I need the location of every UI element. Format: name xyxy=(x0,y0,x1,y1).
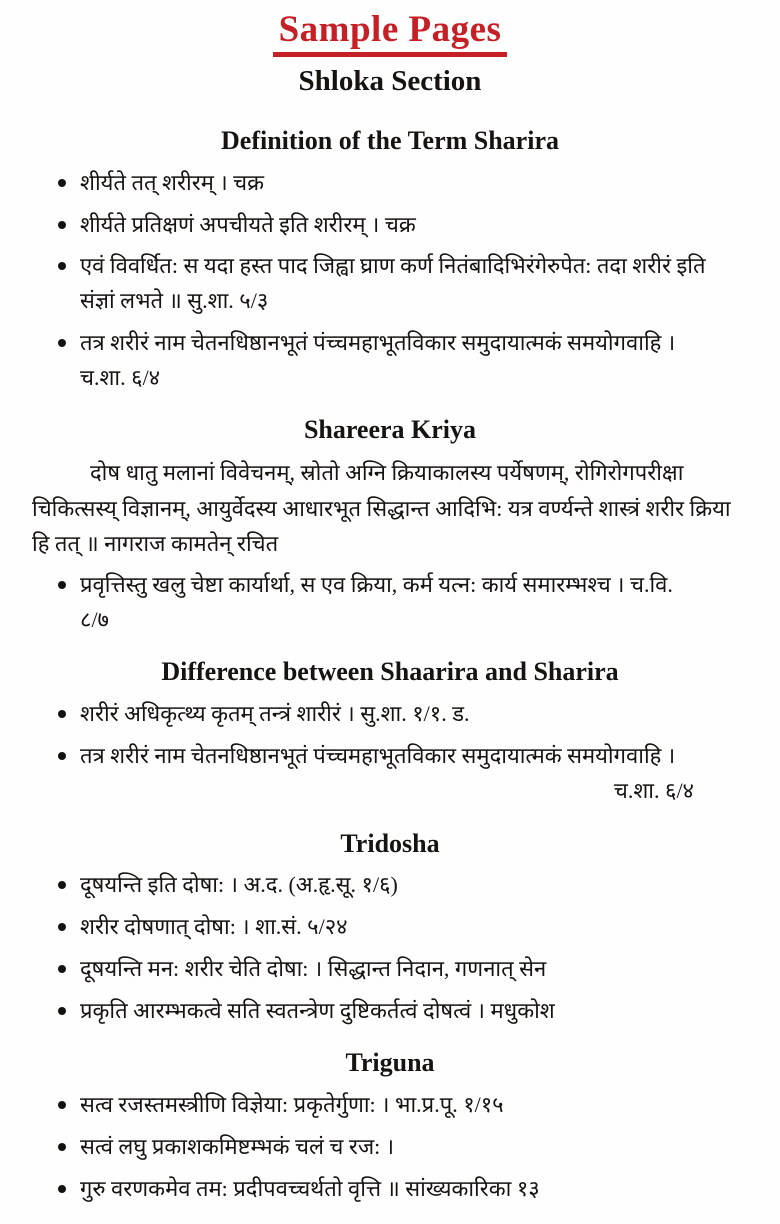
shloka-text: गुरु वरणकमेव तम: प्रदीपवच्चर्थतो वृत्ति ॥ सांख्यकारिका १३ xyxy=(80,1175,540,1201)
shloka-text: शरीरं अधिकृत्थ्य कृतम् तन्त्रं शारीरं । सु.शा. १/१. ड. xyxy=(80,701,470,727)
list-item xyxy=(28,568,752,638)
list-item xyxy=(28,994,752,1029)
section-shareera-kriya xyxy=(28,415,752,637)
bullet-icon xyxy=(58,179,66,187)
section-heading: Definition of the Term Sharira xyxy=(221,126,559,156)
list-item xyxy=(28,868,752,903)
shloka-text: दूषयन्ति मन: शरीर चेति दोषा: । सिद्धान्त निदान, गणनात् सेन xyxy=(80,955,547,981)
bullet-icon xyxy=(58,752,66,760)
list-item xyxy=(28,1172,752,1207)
section-heading: Shareera Kriya xyxy=(303,415,477,445)
section-heading: Difference between Shaarira and Sharira xyxy=(161,657,619,687)
list-item xyxy=(28,952,752,987)
bullet-icon xyxy=(58,1143,66,1151)
page-title: Sample Pages xyxy=(273,10,508,57)
list-item xyxy=(28,249,752,319)
section-difference-shaarira-sharira xyxy=(28,657,752,808)
bullet-icon xyxy=(58,1185,66,1193)
bullet-icon xyxy=(58,581,66,589)
bullet-icon xyxy=(58,1007,66,1015)
shloka-text: शीर्यते तत् शरीरम् । चक्र xyxy=(80,169,265,195)
shloka-text: शरीर दोषणात् दोषा: । शा.सं. ५/२४ xyxy=(80,914,348,940)
list-item xyxy=(28,166,752,201)
list-item xyxy=(28,739,752,809)
bullet-list xyxy=(28,868,752,1028)
bullet-icon xyxy=(58,965,66,973)
source-reference: च.शा. ६/४ xyxy=(80,364,161,390)
bullet-icon xyxy=(58,881,66,889)
list-item xyxy=(28,326,752,396)
section-definition-of-sharira xyxy=(28,126,752,395)
bullet-icon xyxy=(58,221,66,229)
bullet-list xyxy=(28,166,752,396)
bullet-icon xyxy=(58,1101,66,1109)
bullet-icon xyxy=(58,923,66,931)
list-item xyxy=(28,208,752,243)
list-item xyxy=(28,697,752,732)
bullet-icon xyxy=(58,710,66,718)
shloka-text: प्रकृति आरम्भकत्वे सति स्वतन्त्रेण दुष्टिकर्तत्वं दोषत्वं । मधुकोश xyxy=(80,997,555,1023)
bullet-icon xyxy=(58,262,66,270)
bullet-list xyxy=(28,697,752,808)
source-reference: ८/७ xyxy=(80,606,109,632)
bullet-list xyxy=(28,1088,752,1206)
section-triguna xyxy=(28,1048,752,1206)
shloka-text: सत्व रजस्तमस्त्रीणि विज्ञेया: प्रकृतेर्गुणा: । भा.प्र.पू. १/१५ xyxy=(80,1092,504,1118)
bullet-list xyxy=(28,568,752,638)
list-item xyxy=(28,1130,752,1165)
shloka-text: तत्र शरीरं नाम चेतनधिष्ठानभूतं पंच्चमहाभूतविकार समुदायात्मकं समयोगवाहि । xyxy=(80,329,676,355)
list-item xyxy=(28,1088,752,1123)
title-row xyxy=(28,10,752,57)
bullet-icon xyxy=(58,339,66,347)
source-reference: च.शा. ६/४ xyxy=(613,777,694,803)
section-heading: Triguna xyxy=(345,1048,435,1078)
section-paragraph: दोष धातु मलानां विवेचनम्, स्रोतो अग्नि क्रियाकालस्य पर्येषणम्, रोगिरोगपरीक्षा चिकित्सस्य् विज्ञानम्, आयुर्वेदस्य आधारभूत सिद्धान्त आदिभि: यत्र वर्ण्यन्ते शास्त्रं शरीर क्रिया हि तत् ॥ नागराज कामतेन् रचित xyxy=(32,460,731,556)
shloka-text: सत्वं लघु प्रकाशकमिष्टम्भकं चलं च रज: । xyxy=(80,1134,395,1160)
shloka-text: दूषयन्ति इति दोषा: । अ.द. (अ.हृ.सू. १/६) xyxy=(80,872,398,898)
shloka-section-heading: Shloka Section xyxy=(298,64,482,97)
shloka-text: प्रवृत्तिस्तु खलु चेष्टा कार्यार्था, स एव क्रिया, कर्म यत्न: कार्य समारम्भश्च । च.वि. xyxy=(80,571,673,597)
shloka-text: तत्र शरीरं नाम चेतनधिष्ठानभूतं पंच्चमहाभूतविकार समुदायात्मकं समयोगवाहि । xyxy=(80,743,676,769)
section-tridosha xyxy=(28,829,752,1029)
shloka-text: एवं विवर्धित: स यदा हस्त पाद जिह्वा घ्राण कर्ण नितंबादिभिरंगेरुपेत: तदा शरीरं इति संज्ञां लभते ॥ सु.शा. ५/३ xyxy=(80,253,706,314)
shloka-text: शीर्यते प्रतिक्षणं अपचीयते इति शरीरम् । चक्र xyxy=(80,211,416,237)
section-heading: Tridosha xyxy=(340,828,440,858)
list-item xyxy=(28,910,752,945)
